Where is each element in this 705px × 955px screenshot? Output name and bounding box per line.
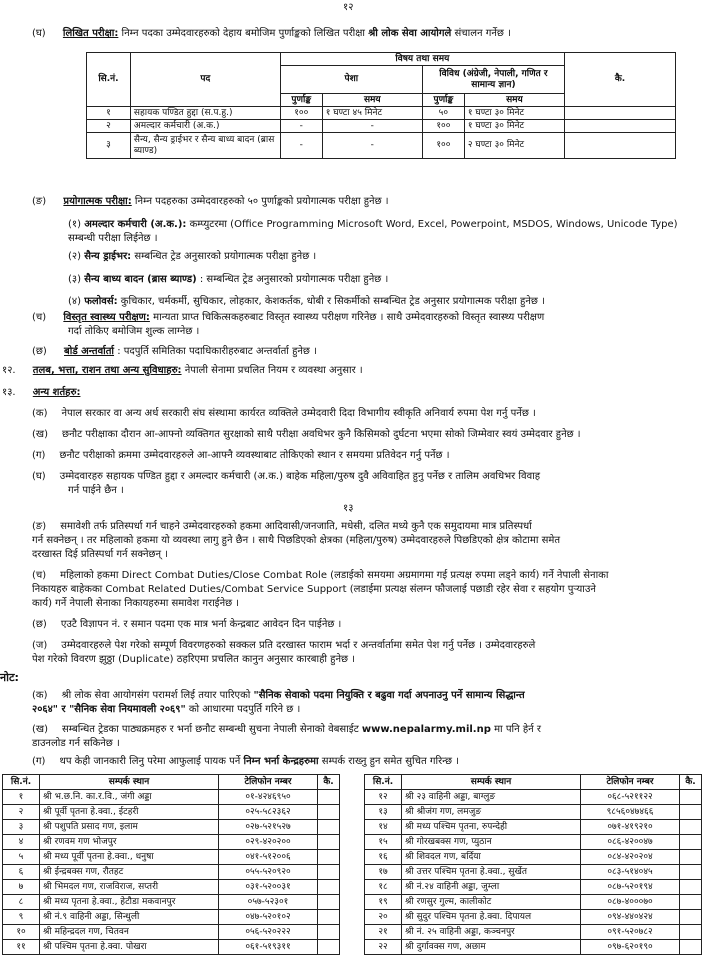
- contact-row: [3, 925, 340, 940]
- cell-sn: १५: [365, 835, 402, 850]
- condition-item: [32, 450, 450, 462]
- cell-sn: १: [3, 790, 40, 805]
- cell-remarks: [318, 850, 340, 865]
- cell-phone: ०४७-५२०१०२: [219, 910, 318, 925]
- item-num: (३): [68, 274, 82, 285]
- cell-place: श्री उत्तर पश्चिम पृतना हे.क्वा., सुर्खेत: [402, 865, 581, 880]
- contact-row: [3, 835, 340, 850]
- cell-place: श्री रणवम गण भोजपुर: [40, 835, 219, 850]
- cell-place: श्री नं.९ वाहिनी अड्डा, सिन्धुली: [40, 910, 219, 925]
- item-text: मा पनि हेर्न र: [490, 724, 541, 735]
- item-num: (२): [68, 251, 82, 262]
- condition-item-cont: पेश गरेको विवरण झुठ्ठा (Duplicate) ठहरिएमा प्रचलित कानुन अनुसार कारबाही हुनेछ ।: [32, 654, 355, 665]
- cell-place: श्री मध्य पूर्वी पृतना हे.क्वा., धनुषा: [40, 850, 219, 865]
- item-marker: (ग): [32, 450, 46, 461]
- contact-row: [365, 910, 702, 925]
- contact-row: [3, 790, 340, 805]
- cell-full2: ५०: [422, 107, 464, 120]
- cell-phone: ०३१-५२००३१: [219, 880, 318, 895]
- section-cha-cont: गर्दा तोकिए बमोजिम शुल्क लाग्नेछ ।: [68, 326, 200, 337]
- cell-phone: ०६८-५२११२२: [581, 790, 680, 805]
- item-text: थप केही जानकारी लिनु परेमा आफुलाई पायक पर्ने: [59, 756, 244, 767]
- th-sn: सि.नं.: [3, 775, 40, 790]
- th-time2: समय: [464, 94, 564, 107]
- th-remarks: कै.: [680, 775, 702, 790]
- note-item: [32, 724, 541, 736]
- exam-table: [86, 52, 676, 159]
- cell-remarks: [680, 865, 702, 880]
- condition-item-cont: कार्य) गर्ने नेपाली सेनाका निकायहरुमा समावेश गराईनेछ ।: [32, 598, 240, 609]
- cell-sn: ४: [3, 835, 40, 850]
- condition-item: [32, 619, 341, 631]
- cell-remarks: [318, 790, 340, 805]
- item-marker: (ख): [32, 724, 48, 735]
- condition-item-cont: निकायहरु बाहेकका Combat Related Duties/Combat Service Support (लडाईमा प्रत्यक्ष संलग्न फौजलाई पछाडी रहेर सेवा र सहयोग पुर्‍याउने: [32, 584, 596, 595]
- cell-phone: ०२९-४२०२००: [219, 835, 318, 850]
- note-item-cont: डाउनलोड गर्न सकिनेछ ।: [32, 738, 120, 749]
- cell-place: श्री ईन्द्रबक्स गण, रौतहट: [40, 865, 219, 880]
- cell-remarks: [564, 120, 675, 133]
- item-text: नेपाल सरकार वा अन्य अर्ध सरकारी संघ संस्थामा कार्यरत व्यक्तिले उम्मेदवारी दिदा विभागीय स्वीकृति अनिवार्य रुपमा पेश गर्नु पर्नेछ ।: [61, 408, 536, 419]
- cell-remarks: [680, 910, 702, 925]
- cell-time1: १ घण्टा ४५ मिनेट: [322, 107, 422, 120]
- cell-remarks: [680, 790, 702, 805]
- th-post: पद: [130, 53, 280, 107]
- item-marker: (ग): [32, 756, 46, 767]
- condition-item-cont: गर्न सक्नेछन् । तर महिलाको हकमा यो व्यवस्था लागु हुने छैन । साथै पिछडिएको क्षेत्रका (महिला/पुरुष) उम्मेदवारहरुले पिछडिएको क्षेत्र कोटामा समेत: [32, 535, 561, 546]
- cell-place: श्री श्रीजंग गण, लमजुङ: [402, 805, 581, 820]
- th-phone: टेलिफोन नम्बर: [219, 775, 318, 790]
- item-num: (४): [68, 296, 82, 307]
- cell-remarks: [680, 925, 702, 940]
- cell-phone: ०९७-६२०१९०: [581, 940, 680, 955]
- cell-remarks: [680, 895, 702, 910]
- th-pesha: पेशा: [280, 66, 422, 94]
- cell-place: श्री नं.२४ वाहिनी अड्डा, जुम्ला: [402, 880, 581, 895]
- section-gha: [32, 28, 511, 40]
- item-text: श्री लोक सेवा आयोगसंग परामर्श लिई तयार पारिएको: [61, 690, 254, 701]
- item-text: को आधारमा पदपुर्ति गरिने छ ।: [185, 704, 301, 715]
- item-text: सम्बन्धित ट्रेडका पाठ्यक्रमहरु र भर्ना छनौट सम्बन्धी सुचना नेपाली सेनाको वेबसाईट: [61, 724, 362, 735]
- contact-row: [365, 820, 702, 835]
- cell-phone: ०५७-५२३०१: [219, 895, 318, 910]
- cell-phone: ०८६-४२००४७: [581, 835, 680, 850]
- th-remarks: कै.: [318, 775, 340, 790]
- condition-item: [32, 429, 581, 441]
- cell-place: श्री २३ वाहिनी अड्डा, बाग्लुङ: [402, 790, 581, 805]
- cell-place: श्री गोरखबक्स गण, प्युठान: [402, 835, 581, 850]
- cell-phone: ०६१-५१९३११: [219, 940, 318, 955]
- cell-place: श्री दुर्गावक्स गण, अछाम: [402, 940, 581, 955]
- cell-sn: ५: [3, 850, 40, 865]
- cell-sn: ११: [3, 940, 40, 955]
- section-12: [2, 365, 363, 377]
- cell-place: श्री शिवदल गण, बर्दिया: [402, 850, 581, 865]
- cell-remarks: [680, 880, 702, 895]
- th-vividh: विविध (अंग्रेजी, नेपाली, गणित र सामान्य ज्ञान): [422, 66, 564, 94]
- contact-row: [3, 880, 340, 895]
- cell-sn: १६: [365, 850, 402, 865]
- section-text: निम्न पदहरुका उम्मेदवारहरुको ५० पुर्णाङ्कको प्रयोगात्मक परीक्षा हुनेछ ।: [131, 196, 389, 207]
- item-text: छनौट परीक्षाको क्रममा उम्मेदवारहरुले आ-आफ्नै व्यवस्थाबाट तोकिएको स्थान र समयमा प्रतिवेदन गर्नु पर्नेछ ।: [59, 450, 450, 461]
- item-text: : सम्बन्धित ट्रेड अनुसारको प्रयोगात्मक परीक्षा हुनेछ ।: [196, 274, 389, 285]
- condition-item: [32, 471, 540, 483]
- cell-remarks: [318, 910, 340, 925]
- note-item: [32, 756, 459, 768]
- cell-place: श्री पश्चिम पृतना हे.क्वा. पोखरा: [40, 940, 219, 955]
- table-row: [87, 120, 676, 133]
- cell-place: श्री पूर्वी पृतना हे.क्वा., ईटहरी: [40, 805, 219, 820]
- contact-row: [3, 805, 340, 820]
- item-text-bold: "सैनिक सेवाको पदमा नियुक्ति र बढुवा गर्दा अपनाउनु पर्ने सामान्य सिद्धान्त: [253, 690, 525, 701]
- cell-remarks: [564, 107, 675, 120]
- cell-remarks: [680, 940, 702, 955]
- condition-item: [32, 570, 608, 582]
- cell-sn: ६: [3, 865, 40, 880]
- section-heading: लिखित परीक्षा:: [62, 28, 119, 39]
- contact-row: [3, 940, 340, 955]
- cell-phone: ०९४-४४०४२४: [581, 910, 680, 925]
- item-text-bold: निम्न भर्ना केन्द्रहरुमा: [243, 756, 319, 767]
- cell-sn: २१: [365, 925, 402, 940]
- cell-phone: ०८३-५१४०४५: [581, 865, 680, 880]
- cell-sn: १०: [3, 925, 40, 940]
- item-text: उम्मेदवारहरु सहायक पण्डित हुद्दा र अमल्दार कर्मचारी (अ.क.) बाहेक महिला/पुरुष दुवै अविवाहित हुनु पर्नेछ र तालिम अवधिभर विवाह: [59, 471, 541, 482]
- cell-phone: ०२७-५२१५२७: [219, 820, 318, 835]
- cell-sn: ३: [3, 820, 40, 835]
- item-marker: (ङ): [32, 521, 47, 532]
- th-sn: सि.नं.: [87, 53, 131, 107]
- item-marker: (च): [32, 570, 47, 581]
- cell-phone: ०७१-४१९२१०: [581, 820, 680, 835]
- cell-sn: ७: [3, 880, 40, 895]
- item-marker: (घ): [32, 471, 46, 482]
- cell-phone: ०२५-५८२३६२: [219, 805, 318, 820]
- contact-row: [3, 895, 340, 910]
- contact-row: [365, 850, 702, 865]
- section-text: : पदपुर्ति समितिका पदाधिकारीहरुबाट अन्तर्वार्ता हुनेछ ।: [114, 346, 317, 357]
- nga-item: [68, 219, 678, 231]
- cell-remarks: [680, 820, 702, 835]
- th-phone: टेलिफोन नम्बर: [581, 775, 680, 790]
- item-head: अमल्दार कर्मचारी (अ.क.):: [84, 219, 187, 230]
- cell-remarks: [318, 880, 340, 895]
- cell-phone: ०४१-५१२००६: [219, 850, 318, 865]
- section-heading: विस्तृत स्वास्थ्य परीक्षण:: [63, 312, 150, 323]
- section-nga: [32, 196, 389, 208]
- section-num: १२.: [2, 365, 16, 376]
- marker: (च): [32, 312, 47, 323]
- cell-remarks: [564, 133, 675, 159]
- section-heading: तलब, भत्ता, राशन तथा अन्य सुविधाहरु:: [32, 365, 182, 376]
- item-marker: (छ): [32, 619, 47, 630]
- cell-phone: ०८७-४०००७०: [581, 895, 680, 910]
- item-marker: (क): [32, 408, 48, 419]
- cell-phone: ०१-४२४६९५०: [219, 790, 318, 805]
- item-head: सैन्य बाध्य बादन (ब्रास ब्याण्ड): [84, 274, 197, 285]
- cell-remarks: [318, 805, 340, 820]
- th-sn: सि.नं.: [365, 775, 402, 790]
- cell-sn: २०: [365, 910, 402, 925]
- cell-sn: १२: [365, 790, 402, 805]
- cell-place: श्री पशुपति प्रसाद गण, इलाम: [40, 820, 219, 835]
- th-full1: पुर्णाङ्क: [280, 94, 322, 107]
- cell-full1: -: [280, 133, 322, 159]
- section-heading: अन्य शर्तहरु:: [32, 387, 81, 398]
- item-text: सम्बन्धित ट्रेड अनुसारको प्रयोगात्मक परीक्षा हुनेछ ।: [131, 251, 317, 262]
- section-13: [2, 387, 80, 399]
- cell-remarks: [318, 865, 340, 880]
- cell-remarks: [680, 835, 702, 850]
- table-row: [87, 107, 676, 120]
- table-row: [87, 133, 676, 159]
- note-label: नोट:: [0, 671, 19, 684]
- cell-time2: २ घण्टा ३० मिनेट: [464, 133, 564, 159]
- contact-row: [365, 835, 702, 850]
- section-cha: [32, 312, 544, 324]
- item-text: सम्पर्क राख्नु हुन समेत सुचित गरिन्छ ।: [318, 756, 460, 767]
- section-chha: [32, 346, 317, 358]
- cell-remarks: [318, 940, 340, 955]
- item-text: कुचिकार, चर्मकर्मी, सुचिकार, लोहकार, केशकर्तक, धोबी र सिकर्मीको सम्बन्धित ट्रेड अनुसार प्रयोगात्मक परीक्षा हुनेछ ।: [117, 296, 545, 307]
- cell-sn: १९: [365, 895, 402, 910]
- item-text: कम्प्युटरमा (Office Programming Microsoft Word, Excel, Powerpoint, MSDOS, Windows, Unicode Type): [186, 219, 678, 230]
- nga-item-cont: सम्बन्धी परीक्षा लिईनेछ ।: [68, 233, 158, 244]
- nga-item: [68, 296, 545, 308]
- cell-sn: २: [87, 120, 131, 133]
- cell-time2: १ घण्टा ३० मिनेट: [464, 107, 564, 120]
- th-time1: समय: [322, 94, 422, 107]
- cell-phone: ०५६-५२०२२२: [219, 925, 318, 940]
- condition-item: [32, 521, 532, 533]
- cell-remarks: [680, 805, 702, 820]
- cell-place: श्री मध्य पश्चिम पृतना, रुपन्देही: [402, 820, 581, 835]
- contact-table-right: [364, 774, 702, 955]
- cell-sn: ८: [3, 895, 40, 910]
- marker: (छ): [32, 346, 47, 357]
- page-number: १३: [343, 503, 354, 514]
- item-text-bold: २०६४" र "सैनिक सेवा नियमावली २०६९": [32, 704, 186, 715]
- cell-post: अमल्दार कर्मचारी (अ.क.): [130, 120, 280, 133]
- cell-phone: ०९१-५२०७८२: [581, 925, 680, 940]
- cell-place: श्री भ.छ.नि. का.र.वि., जंगी अड्डा: [40, 790, 219, 805]
- cell-phone: ०८४-४२०२०४: [581, 850, 680, 865]
- section-heading: प्रयोगात्मक परीक्षा:: [63, 196, 132, 207]
- th-place: सम्पर्क स्थान: [402, 775, 581, 790]
- cell-sn: २: [3, 805, 40, 820]
- section-num: १३.: [2, 387, 16, 398]
- contact-row: [3, 910, 340, 925]
- cell-time1: -: [322, 120, 422, 133]
- section-text: संचालन गर्नेछ ।: [451, 28, 511, 39]
- cell-remarks: [318, 835, 340, 850]
- item-text: उम्मेदवारहरुले पेश गरेको सम्पूर्ण विवरणहरुको सक्कल प्रति दरखास्त फाराम भर्दा र अन्तर्वार्तामा समेत पेश गर्नु पर्नेछ । उम्मेदवारहरुले: [61, 640, 536, 651]
- cell-sn: १७: [365, 865, 402, 880]
- cell-sn: ९: [3, 910, 40, 925]
- section-heading: बोर्ड अन्तर्वार्ता: [64, 346, 115, 357]
- condition-item: [32, 408, 536, 420]
- contact-row: [365, 790, 702, 805]
- cell-phone: ०५५-५२०९२०: [219, 865, 318, 880]
- marker: (ङ): [32, 196, 47, 207]
- contact-row: [3, 850, 340, 865]
- cell-remarks: [318, 820, 340, 835]
- cell-place: श्री महिन्द्रदल गण, चितवन: [40, 925, 219, 940]
- item-marker: (ख): [32, 429, 48, 440]
- cell-place: श्री भिमदल गण, राजविराज, सप्तरी: [40, 880, 219, 895]
- item-marker: (ज): [32, 640, 48, 651]
- cell-place: श्री नं. २५ वाहिनी अड्डा, कञ्चनपुर: [402, 925, 581, 940]
- cell-full2: १००: [422, 120, 464, 133]
- item-head: सैन्य ड्राईभर:: [84, 251, 132, 262]
- th-remarks: कै.: [564, 53, 675, 107]
- cell-sn: १४: [365, 820, 402, 835]
- condition-item-cont: गर्न पाईने छैन ।: [68, 485, 124, 496]
- cell-time2: १ घण्टा ३० मिनेट: [464, 120, 564, 133]
- item-text: छनौट परीक्षाका दौरान आ-आफ्नो व्यक्तिगत सुरक्षाको साथै परीक्षा अवधिभर कुनै किसिमको दुर्घटना भएमा सोको जिम्मेवार स्वयं उम्मेदवार हुनेछ ।: [61, 429, 581, 440]
- section-text-bold: श्री लोक सेवा आयोगले: [368, 28, 452, 39]
- marker: (घ): [32, 28, 46, 39]
- item-marker: (क): [32, 690, 48, 701]
- cell-remarks: [680, 850, 702, 865]
- contact-row: [365, 805, 702, 820]
- contact-row: [365, 865, 702, 880]
- condition-item-cont: दरखास्त दिई प्रतिस्पर्धा गर्न सक्नेछन् ।: [32, 549, 169, 560]
- cell-sn: १: [87, 107, 131, 120]
- cell-sn: १३: [365, 805, 402, 820]
- contact-table-left: [2, 774, 340, 955]
- item-text: समावेशी तर्फ प्रतिस्पर्धा गर्न चाहने उम्मेदवारहरुको हकमा आदिवासी/जनजाति, मधेसी, दलित मध्ये कुनै एक समुदायमा मात्र प्रतिस्पर्धा: [60, 521, 532, 532]
- cell-full1: -: [280, 120, 322, 133]
- cell-phone: ०८७-५२०१९४: [581, 880, 680, 895]
- cell-full2: १००: [422, 133, 464, 159]
- cell-place: श्री सुदुर पश्चिम पृतना हे.क्वा. दिपायल: [402, 910, 581, 925]
- note-item-cont: [32, 704, 300, 716]
- contact-row: [3, 865, 340, 880]
- cell-place: श्री रणसुर गुल्म, कालीकोट: [402, 895, 581, 910]
- item-head: फलोवर्स:: [84, 296, 118, 307]
- cell-time1: -: [322, 133, 422, 159]
- cell-place: श्री मध्य पृतना हे.क्वा., हेटौडा मकवानपुर: [40, 895, 219, 910]
- cell-phone: ९८५६०४७४६६: [581, 805, 680, 820]
- contact-row: [365, 895, 702, 910]
- cell-remarks: [318, 925, 340, 940]
- section-text: निम्न पदका उम्मेदवारहरुको देहाय बमोजिम पुर्णाङ्कको लिखित परीक्षा: [118, 28, 369, 39]
- note-item: [32, 690, 525, 702]
- contact-row: [3, 820, 340, 835]
- section-text: मान्यता प्राप्त चिकित्सकहरुबाट विस्तृत स्वास्थ्य परीक्षण गरिनेछ । साथै उम्मेदवारहरुको विस्तृत स्वास्थ्य परीक्षण: [149, 312, 545, 323]
- th-full2: पुर्णाङ्क: [422, 94, 464, 107]
- cell-sn: ३: [87, 133, 131, 159]
- nga-item: [68, 274, 388, 286]
- item-text: महिलाको हकमा Direct Combat Duties/Close Combat Role (लडाईको समयमा अग्रमागमा गई प्रत्यक्ष रुपमा लड्ने कार्य) गर्ने नेपाली सेनाका: [60, 570, 609, 581]
- cell-remarks: [318, 895, 340, 910]
- cell-post: सहायक पण्डित हुद्दा (स.प.हु.): [130, 107, 280, 120]
- website-link[interactable]: www.nepalarmy.mil.np: [361, 724, 491, 735]
- th-subject: विषय तथा समय: [280, 53, 564, 66]
- cell-post: सैन्य, सैन्य ड्राईभर र सैन्य बाध्य बादन (ब्रास ब्याण्ड): [130, 133, 280, 159]
- section-text: नेपाली सेनामा प्रचलित नियम र व्यवस्था अनुसार ।: [181, 365, 363, 376]
- contact-row: [365, 880, 702, 895]
- condition-item: [32, 640, 535, 652]
- page-number: १२: [343, 2, 354, 13]
- cell-sn: २२: [365, 940, 402, 955]
- contact-row: [365, 940, 702, 955]
- item-text: एउटै विज्ञापन नं. र समान पदमा एक मात्र भर्ना केन्द्रबाट आवेदन दिन पाईनेछ ।: [60, 619, 342, 630]
- item-num: (१): [68, 219, 82, 230]
- nga-item: [68, 251, 316, 263]
- th-place: सम्पर्क स्थान: [40, 775, 219, 790]
- contact-row: [365, 925, 702, 940]
- cell-full1: १००: [280, 107, 322, 120]
- cell-sn: १८: [365, 880, 402, 895]
